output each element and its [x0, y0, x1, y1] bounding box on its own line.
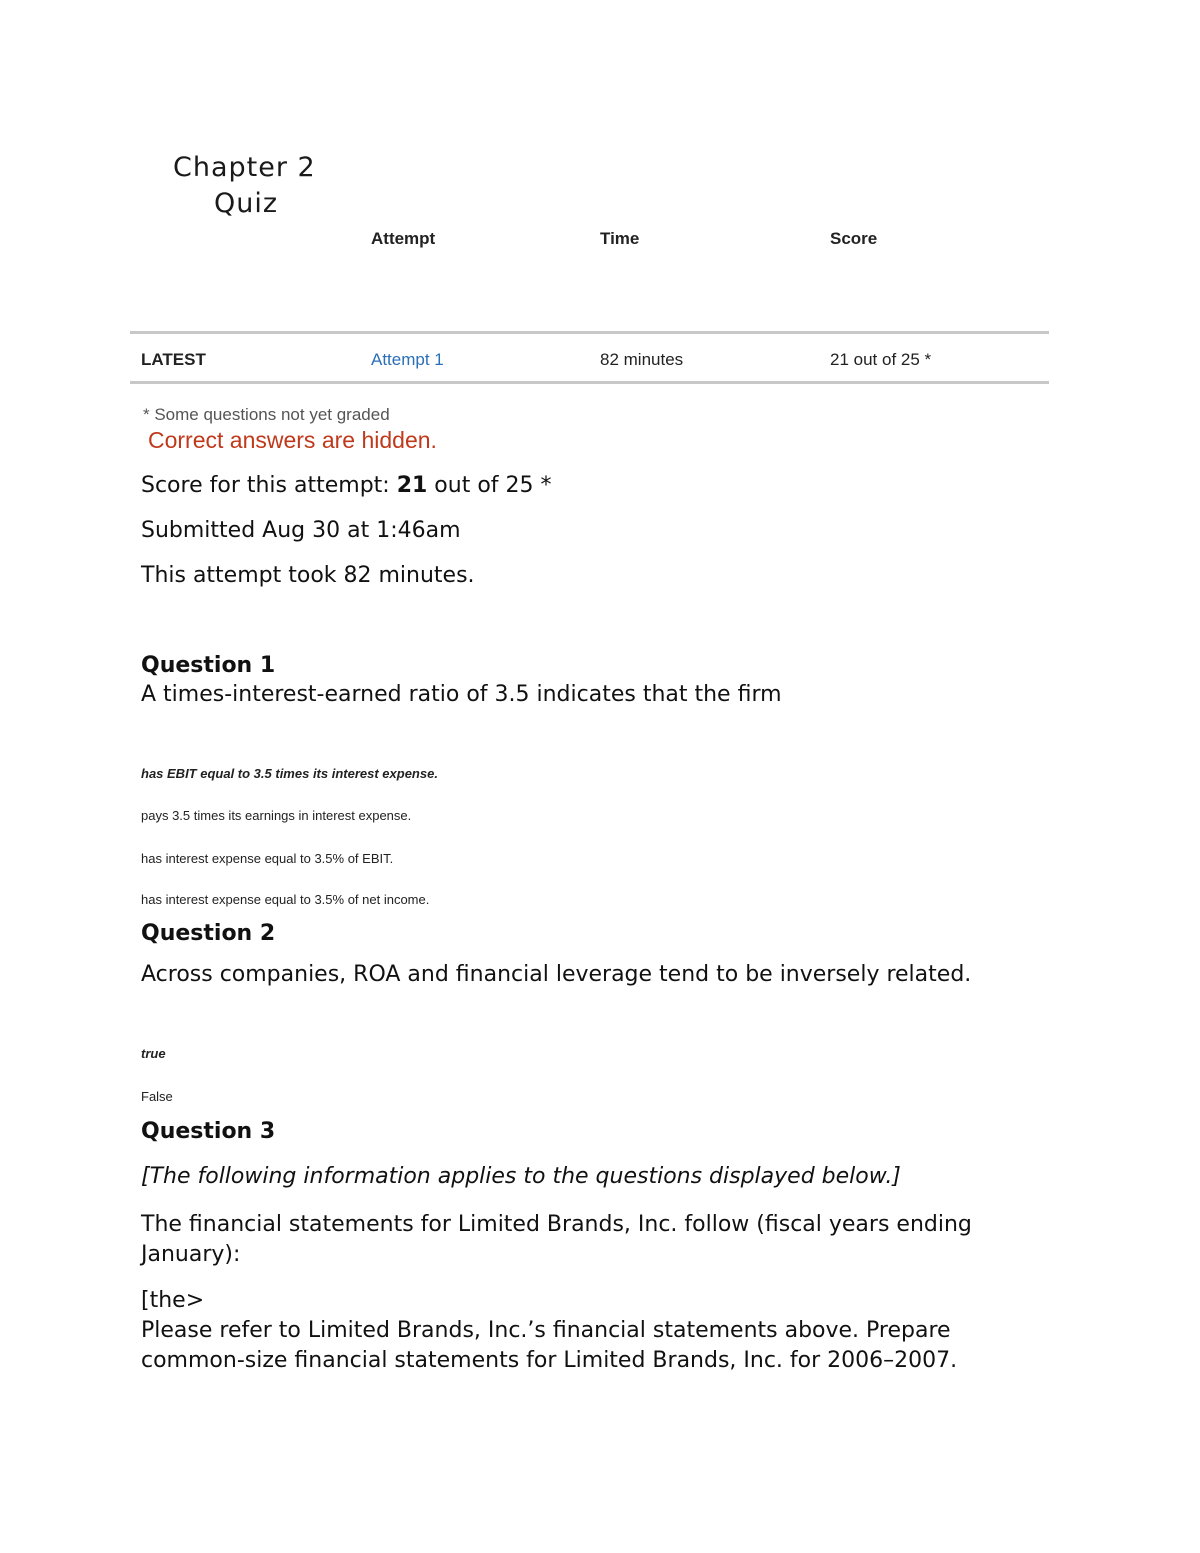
attempt-time: 82 minutes — [600, 350, 684, 369]
table-top-rule — [130, 331, 1049, 334]
question-3-prompt-line-2: common-size financial statements for Limited Brands, Inc. for 2006–2007. — [141, 1348, 958, 1373]
ungraded-note: * Some questions not yet graded — [143, 405, 390, 424]
question-2-heading: Question 2 — [141, 921, 276, 946]
column-header-attempt: Attempt — [371, 229, 436, 248]
column-header-score: Score — [830, 229, 878, 248]
quiz-title-quiz: Quiz — [214, 188, 279, 219]
question-3-heading: Question 3 — [141, 1119, 276, 1144]
question-3-placeholder: [the> — [141, 1288, 205, 1313]
question-3-intro: [The following information applies to the questions displayed below.] — [141, 1164, 901, 1189]
submitted-date: Submitted Aug 30 at 1:46am — [141, 518, 461, 543]
score-summary — [141, 473, 552, 498]
latest-label: LATEST — [141, 350, 206, 369]
column-header-time: Time — [600, 229, 640, 248]
question-1-option-c[interactable]: has interest expense equal to 3.5% of EBIT. — [141, 851, 394, 866]
question-2-text: Across companies, ROA and financial leverage tend to be inversely related. — [141, 962, 972, 987]
score-value: 21 — [396, 473, 428, 498]
question-1-text: A times-interest-earned ratio of 3.5 indicates that the firm — [141, 682, 782, 707]
answers-hidden-message: Correct answers are hidden. — [148, 427, 437, 453]
quiz-title-chapter: Chapter 2 — [173, 152, 316, 183]
question-3-text-line-1: The financial statements for Limited Brands, Inc. follow (fiscal years ending — [141, 1212, 972, 1237]
attempt-score: 21 out of 25 * — [830, 350, 932, 369]
question-1-option-a[interactable]: has EBIT equal to 3.5 times its interest expense. — [141, 766, 438, 781]
question-3-text-line-2: January): — [141, 1242, 241, 1267]
attempt-link[interactable]: Attempt 1 — [371, 350, 444, 369]
question-1-option-d[interactable]: has interest expense equal to 3.5% of net income. — [141, 892, 430, 907]
question-1-option-b[interactable]: pays 3.5 times its earnings in interest expense. — [141, 808, 412, 823]
question-2-option-true[interactable]: true — [141, 1046, 166, 1061]
score-suffix: out of 25 * — [427, 473, 552, 498]
attempt-duration: This attempt took 82 minutes. — [141, 563, 475, 588]
question-1-heading: Question 1 — [141, 653, 276, 678]
table-bottom-rule — [130, 381, 1049, 384]
question-3-prompt-line-1: Please refer to Limited Brands, Inc.’s financial statements above. Prepare — [141, 1318, 951, 1343]
question-2-option-false[interactable]: False — [141, 1089, 173, 1104]
score-prefix: Score for this attempt: — [141, 473, 397, 498]
